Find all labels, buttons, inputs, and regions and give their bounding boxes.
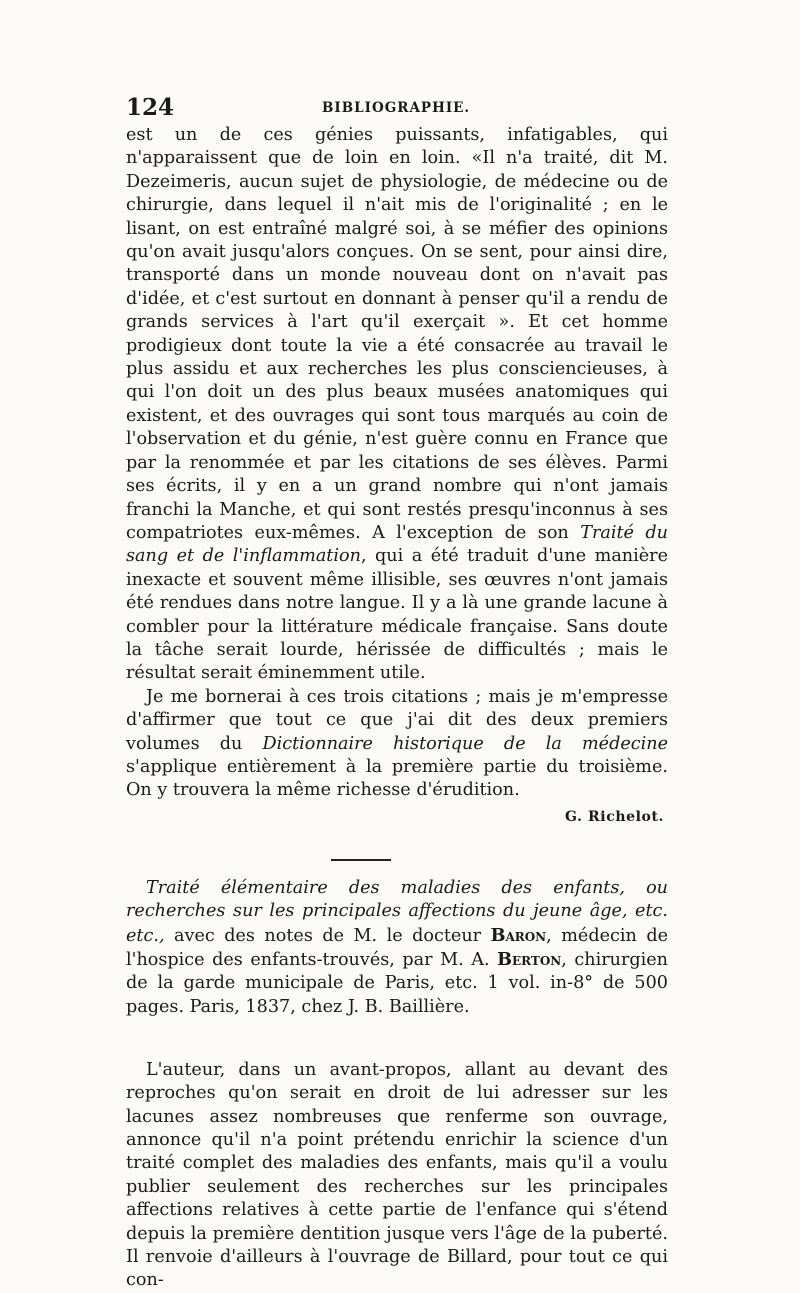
italic-dictionary-title: Dictionnaire historique de la médecine xyxy=(262,733,668,754)
author-signature: G. Richelot. xyxy=(565,808,664,825)
italic-book-title: Traité du sang et de l'inflammation xyxy=(126,522,668,567)
article-paragraph-2: Je me bornerai à ces trois citations ; mais je m'empresse d'affirmer que tout ce que j'ai dit des deux premiers volumes du Dictionnaire historique de la médecine s'applique entièrement à la première partie du troisième. On y trouvera la même richesse d'érudition. xyxy=(126,686,668,801)
author-name-berton: Berton xyxy=(497,949,562,970)
review-book-title: Traité élémentaire des maladies des enfants, ou recherches sur les principales affections du jeune âge, etc. etc., xyxy=(126,877,668,946)
section-divider xyxy=(331,859,391,861)
running-title: BIBLIOGRAPHIE. xyxy=(322,100,471,116)
review-heading: Traité élémentaire des maladies des enfants, ou recherches sur les principales affections du jeune âge, etc. etc., avec des notes de M. le docteur Baron, médecin de l'hospice des enfants-trouvés, par M. A. Berton, chirurgien de la garde municipale de Paris, etc. 1 vol. in-8° de 500 pages. Paris, 1837, chez J. B. Baillière. xyxy=(126,877,668,1017)
review-paragraph: L'auteur, dans un avant-propos, allant au devant des reproches qu'on serait en droit de lui adresser sur les lacunes assez nombreuses que renferme son ouvrage, annonce qu'il n'a point prétendu enrichir la science d'un traité complet des maladies des enfants, mais qu'il a voulu publier seulement des recherches sur les principales affections relatives à cette partie de l'enfance qui s'étend depuis la première dentition jusque vers l'âge de la puberté. Il renvoie d'ailleurs à l'ouvrage de Billard, pour tout ce qui con- xyxy=(126,1059,668,1291)
book-page xyxy=(126,94,668,1293)
page-number: 124 xyxy=(126,94,175,121)
article-paragraph-1: est un de ces génies puissants, infatigables, qui n'apparaissent que de loin en loin. «Il n'a traité, dit M. Dezeimeris, aucun sujet de physiologie, de médecine ou de chirurgie, dans lequel il n'ait mis de l'originalité ; en le lisant, on est entraîné malgré soi, à se méfier des opinions qu'on avait jusqu'alors conçues. On se sent, pour ainsi dire, transporté dans un monde nouveau dont on n'avait pas d'idée, et c'est surtout en donnant à penser qu'il a rendu de grands services à l'art qu'il exerçait ». Et cet homme prodigieux dont toute la vie a été consacrée au travail le plus assidu et aux recherches les plus consciencieuses, à qui l'on doit un des plus beaux musées anatomiques qui existent, et des ouvrages qui sont tous marqués au coin de l'observation et du génie, n'est guère connu en France que par la renommée et par les citations de ses élèves. Parmi ses écrits, il y en a un grand nombre qui n'ont jamais franchi la Manche, et qui sont restés presqu'inconnus à ses compatriotes eux-mêmes. A l'exception de son Traité du sang et de l'inflammation, qui a été traduit d'une manière inexacte et souvent même illisible, ses œuvres n'ont jamais été rendues dans notre langue. Il y a là une grande lacune à combler pour la littérature médicale française. Sans doute la tâche serait lourde, hérissée de difficultés ; mais le résultat serait éminemment utile. xyxy=(126,125,668,684)
author-name-baron: Baron xyxy=(490,924,547,946)
page-header xyxy=(126,94,668,124)
